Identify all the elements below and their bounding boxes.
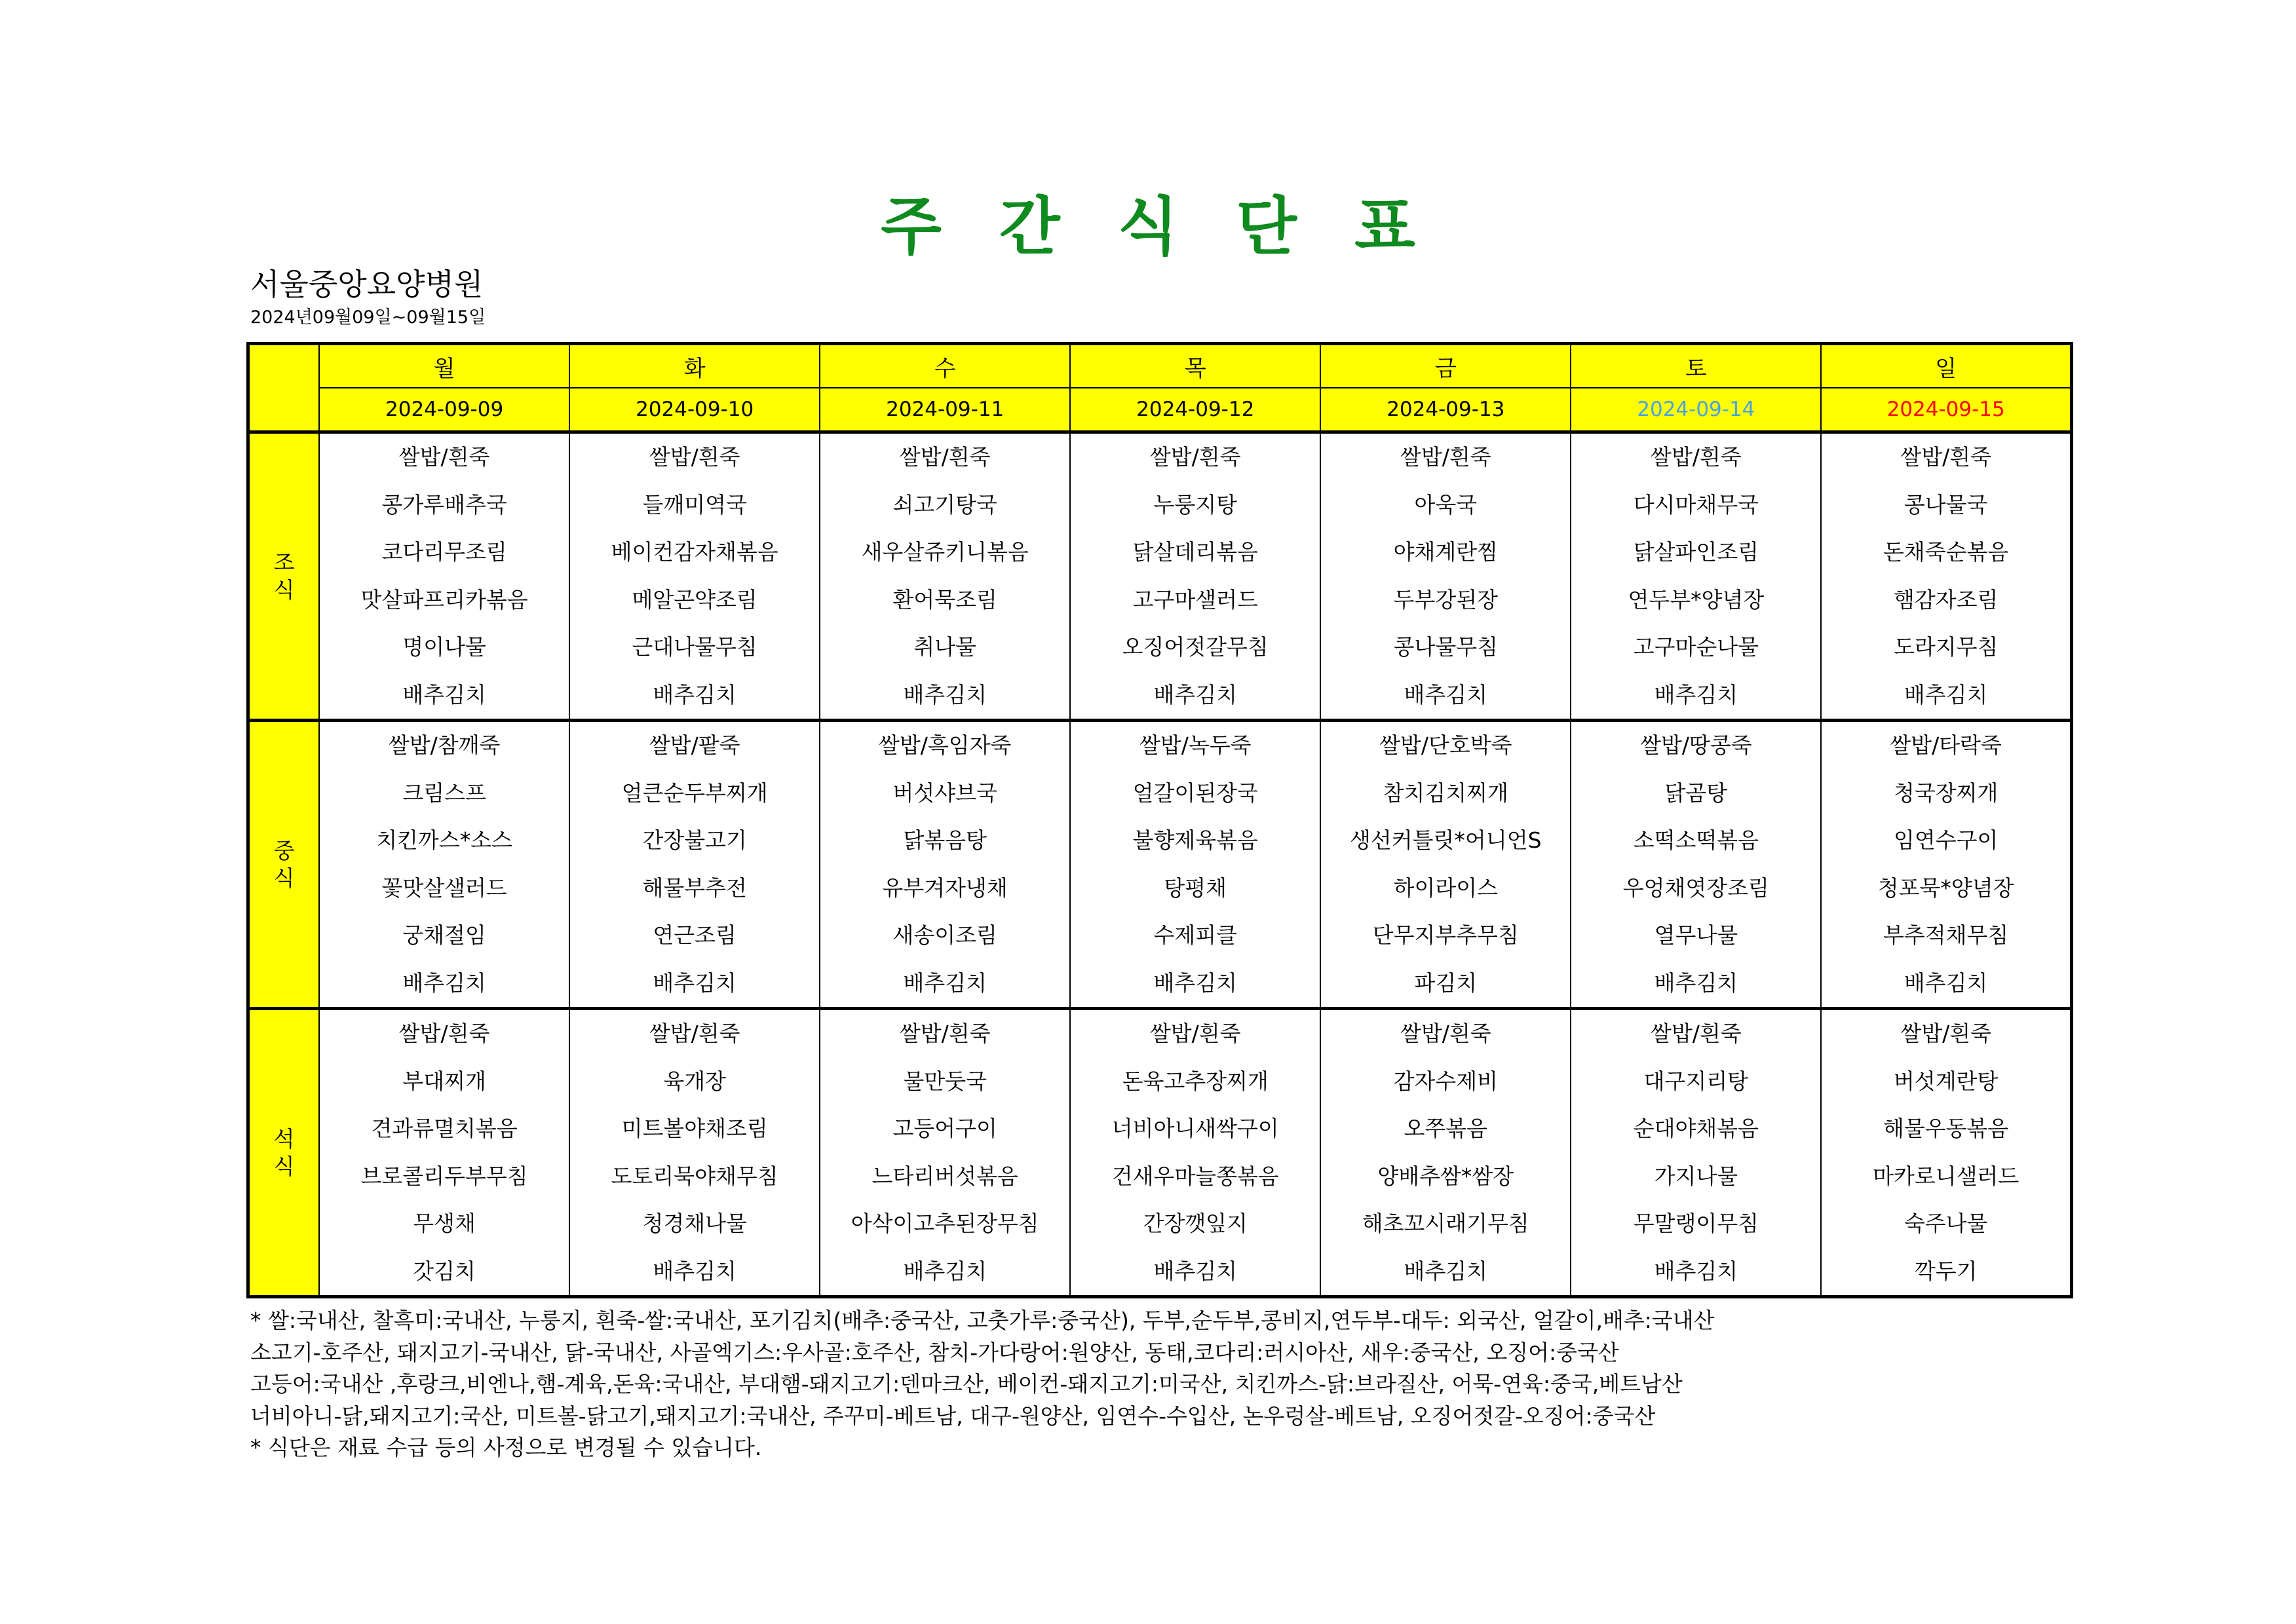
menu-cell — [1070, 721, 1320, 1009]
meal-label-char: 식 — [273, 1153, 295, 1179]
dish-item: 버섯계란탕 — [1893, 1068, 1999, 1094]
menu-cell — [820, 1009, 1070, 1297]
dish-item: 고등어구이 — [892, 1116, 997, 1141]
menu-cell — [569, 432, 820, 721]
title-char: 주 — [881, 190, 942, 263]
dish-item: 새송이조림 — [892, 922, 997, 948]
menu-cell — [319, 721, 569, 1009]
meal-row-breakfast — [248, 432, 2072, 721]
dish-item: 쇠고기탕국 — [892, 491, 997, 518]
menu-cell — [1571, 1009, 1821, 1297]
menu-cell — [1821, 721, 2071, 1009]
dish-item: 부추적채무침 — [1883, 922, 2009, 948]
dish-item: 다시마채무국 — [1633, 491, 1759, 518]
dish-item: 육개장 — [663, 1068, 726, 1094]
weekly-menu-table — [246, 342, 2073, 1298]
dish-item: 연근조림 — [653, 922, 737, 948]
dish-item: 배추김치 — [1153, 681, 1237, 708]
dish-item: 쌀밥/흰죽 — [1400, 1021, 1491, 1046]
dish-item: 쌀밥/녹두죽 — [1139, 732, 1252, 758]
dish-item: 치킨까스*소스 — [376, 827, 512, 853]
menu-cell — [1821, 432, 2071, 721]
day-cell: 토 — [1571, 344, 1821, 388]
date-cell: 2024-09-11 — [820, 388, 1070, 432]
menu-cell — [569, 1009, 820, 1297]
dish-item: 콩나물국 — [1904, 491, 1988, 518]
dish-item: 청경채나물 — [642, 1211, 747, 1236]
dish-item: 쌀밥/타락죽 — [1890, 732, 2002, 758]
dish-item: 감자수제비 — [1393, 1068, 1498, 1094]
menu-cell — [1571, 721, 1821, 1009]
menu-cell — [319, 1009, 569, 1297]
dish-item: 쌀밥/흰죽 — [398, 1021, 490, 1046]
dish-item: 쌀밥/흰죽 — [1400, 444, 1491, 470]
dish-item: 파김치 — [1414, 970, 1478, 996]
dish-item: 해물우동볶음 — [1883, 1116, 2009, 1141]
dish-item: 쌀밥/흰죽 — [649, 444, 740, 470]
note-line: 너비아니-닭,돼지고기:국산, 미트볼-닭고기,돼지고기:국내산, 주꾸미-베트남, 대구-원양산, 임연수-수입산, 논우렁살-베트남, 오징어젓갈-오징어:중국산 — [250, 1403, 1656, 1429]
menu-cell — [569, 721, 820, 1009]
dish-item: 배추김치 — [1153, 970, 1237, 996]
menu-cell — [820, 721, 1070, 1009]
dish-item: 배추김치 — [903, 970, 987, 996]
hospital-name: 서울중앙요양병원 — [250, 267, 484, 302]
dish-item: 버섯샤브국 — [892, 780, 997, 806]
dish-item: 닭살데리볶음 — [1132, 539, 1258, 565]
meal-label-char: 석 — [273, 1125, 295, 1152]
dish-item: 쌀밥/참깨죽 — [388, 732, 501, 758]
dish-item: 숙주나물 — [1904, 1211, 1988, 1236]
dish-item: 얼큰순두부찌개 — [621, 780, 768, 806]
meal-label-char: 중 — [273, 837, 295, 863]
dish-item: 무생채 — [413, 1211, 476, 1236]
dish-item: 콩나물무침 — [1393, 634, 1498, 660]
day-cell: 목 — [1070, 344, 1320, 388]
dish-item: 쌀밥/흰죽 — [398, 444, 490, 470]
dish-item: 청포묵*양념장 — [1877, 875, 2014, 901]
menu-cell — [1320, 1009, 1571, 1297]
date-cell: 2024-09-12 — [1070, 388, 1320, 432]
dish-item: 쌀밥/흰죽 — [899, 1021, 991, 1046]
dish-item: 아삭이고추된장무침 — [851, 1211, 1039, 1236]
dish-item: 배추김치 — [1904, 681, 1988, 708]
dish-item: 우엉채엿장조림 — [1622, 875, 1769, 901]
dish-item: 소떡소떡볶음 — [1633, 827, 1759, 853]
dish-item: 쌀밥/흰죽 — [1651, 444, 1742, 470]
dish-item: 배추김치 — [1904, 970, 1988, 996]
title-char: 간 — [999, 190, 1060, 263]
corner-cell — [248, 344, 320, 432]
dish-item: 쌀밥/흰죽 — [1149, 1021, 1241, 1046]
dish-item: 하이라이스 — [1393, 875, 1498, 901]
dish-item: 코다리무조림 — [381, 539, 507, 565]
dish-item: 도라지무침 — [1893, 634, 1999, 660]
meal-label-char: 식 — [273, 865, 295, 891]
dish-item: 명이나물 — [402, 634, 486, 660]
meal-row-dinner — [248, 1009, 2072, 1297]
dish-item: 배추김치 — [1404, 681, 1488, 708]
dish-item: 임연수구이 — [1893, 827, 1999, 853]
dish-item: 물만둣국 — [903, 1068, 987, 1094]
menu-cell — [319, 432, 569, 721]
dish-item: 맛살파프리카볶음 — [360, 586, 528, 613]
day-header-row — [248, 344, 2072, 388]
dish-item: 배추김치 — [402, 681, 486, 708]
dish-item: 견과류멸치볶음 — [371, 1116, 518, 1141]
dish-item: 오쭈볶음 — [1404, 1116, 1488, 1141]
dish-item: 건새우마늘쫑볶음 — [1111, 1163, 1279, 1189]
dish-item: 얼갈이된장국 — [1132, 780, 1258, 806]
dish-item: 순대야채볶음 — [1633, 1116, 1759, 1141]
dish-item: 연두부*양념장 — [1628, 586, 1765, 613]
date-cell-saturday: 2024-09-14 — [1571, 388, 1821, 432]
dish-item: 도토리묵야채무침 — [611, 1163, 778, 1189]
dish-item: 브로콜리두부무침 — [360, 1163, 528, 1189]
dish-item: 꽃맛살샐러드 — [381, 875, 507, 901]
title-char: 식 — [1117, 190, 1179, 263]
dish-item: 배추김치 — [653, 681, 737, 708]
dish-item: 갓김치 — [413, 1258, 476, 1284]
dish-item: 고구마순나물 — [1633, 634, 1759, 660]
page-title — [0, 177, 2296, 267]
dish-item: 간장깻잎지 — [1143, 1211, 1248, 1236]
date-cell: 2024-09-09 — [319, 388, 569, 432]
dish-item: 깍두기 — [1914, 1258, 1978, 1284]
dish-item: 두부강된장 — [1393, 586, 1498, 613]
dish-item: 아욱국 — [1414, 491, 1478, 518]
dish-item: 닭곰탕 — [1664, 780, 1728, 806]
dish-item: 쌀밥/땅콩죽 — [1640, 732, 1752, 758]
dish-item: 해물부추전 — [642, 875, 747, 901]
dish-item: 햄감자조림 — [1893, 586, 1999, 613]
dish-item: 배추김치 — [1654, 681, 1738, 708]
note-line: * 쌀:국내산, 찰흑미:국내산, 누룽지, 흰죽-쌀:국내산, 포기김치(배추:중국산, 고춧가루:중국산), 두부,순두부,콩비지,연두부-대두: 외국산, 얼갈이,배추:국내산 — [250, 1308, 1715, 1333]
dish-item: 쌀밥/흰죽 — [899, 444, 991, 470]
date-header-row — [248, 388, 2072, 432]
dish-item: 불향제육볶음 — [1132, 827, 1258, 853]
note-line: 고등어:국내산 ,후랑크,비엔나,햄-계육,돈육:국내산, 부대햄-돼지고기:덴마크산, 베이컨-돼지고기:미국산, 치킨까스-닭:브라질산, 어묵-연육:중국,베트남산 — [250, 1371, 1683, 1397]
day-cell: 일 — [1821, 344, 2071, 388]
dish-item: 환어묵조림 — [892, 586, 997, 613]
meal-label-char: 식 — [273, 576, 295, 603]
dish-item: 닭볶음탕 — [903, 827, 987, 853]
meal-label — [248, 721, 320, 1009]
date-cell-sunday: 2024-09-15 — [1821, 388, 2071, 432]
dish-item: 배추김치 — [1153, 1258, 1237, 1284]
dish-item: 근대나물무침 — [632, 634, 757, 660]
title-char: 단 — [1236, 190, 1297, 263]
menu-cell — [820, 432, 1070, 721]
dish-item: 배추김치 — [1404, 1258, 1488, 1284]
note-line: 소고기-호주산, 돼지고기-국내산, 닭-국내산, 사골엑기스:우사골:호주산, 참치-가다랑어:원양산, 동태,코다리:러시아산, 새우:중국산, 오징어:중국산 — [250, 1339, 1619, 1365]
date-cell: 2024-09-13 — [1320, 388, 1571, 432]
dish-item: 오징어젓갈무침 — [1122, 634, 1269, 660]
dish-item: 쌀밥/흰죽 — [1149, 444, 1241, 470]
meal-label — [248, 1009, 320, 1297]
dish-item: 양배추쌈*쌈장 — [1377, 1163, 1514, 1189]
dish-item: 유부겨자냉채 — [882, 875, 1008, 901]
dish-item: 해초꼬시래기무침 — [1362, 1211, 1529, 1236]
dish-item: 크림스프 — [402, 780, 486, 806]
dish-item: 배추김치 — [1654, 1258, 1738, 1284]
dish-item: 취나물 — [913, 634, 977, 660]
dish-item: 쌀밥/흑임자죽 — [879, 732, 1012, 758]
dish-item: 메알곤약조림 — [632, 586, 757, 613]
dish-item: 배추김치 — [903, 681, 987, 708]
day-cell: 수 — [820, 344, 1070, 388]
dish-item: 간장불고기 — [642, 827, 747, 853]
dish-item: 단무지부추무침 — [1372, 922, 1519, 948]
dish-item: 쌀밥/흰죽 — [649, 1021, 740, 1046]
dish-item: 느타리버섯볶음 — [871, 1163, 1018, 1189]
dish-item: 대구지리탕 — [1643, 1068, 1749, 1094]
dish-item: 야채계란찜 — [1393, 539, 1498, 565]
origin-notes — [250, 1305, 1715, 1464]
dish-item: 쌀밥/흰죽 — [1651, 1021, 1742, 1046]
dish-item: 고구마샐러드 — [1132, 586, 1258, 613]
dish-item: 콩가루배추국 — [381, 491, 507, 518]
date-cell: 2024-09-10 — [569, 388, 820, 432]
dish-item: 누룽지탕 — [1153, 491, 1237, 518]
note-line: * 식단은 재료 수급 등의 사정으로 변경될 수 있습니다. — [250, 1435, 762, 1460]
dish-item: 배추김치 — [653, 1258, 737, 1284]
menu-cell — [1070, 432, 1320, 721]
dish-item: 배추김치 — [1654, 970, 1738, 996]
dish-item: 청국장찌개 — [1893, 780, 1999, 806]
dish-item: 배추김치 — [903, 1258, 987, 1284]
dish-item: 미트볼야채조림 — [621, 1116, 768, 1141]
day-cell: 금 — [1320, 344, 1571, 388]
dish-item: 탕평채 — [1164, 875, 1227, 901]
dish-item: 마카로니샐러드 — [1873, 1163, 2019, 1189]
title-char: 표 — [1354, 190, 1415, 263]
menu-cell — [1571, 432, 1821, 721]
dish-item: 새우살쥬키니볶음 — [861, 539, 1029, 565]
dish-item: 무말랭이무침 — [1633, 1211, 1759, 1236]
dish-item: 궁채절임 — [402, 922, 486, 948]
dish-item: 쌀밥/흰죽 — [1900, 444, 1991, 470]
menu-cell — [1070, 1009, 1320, 1297]
dish-item: 부대찌개 — [402, 1068, 486, 1094]
dish-item: 베이컨감자채볶음 — [611, 539, 778, 565]
dish-item: 배추김치 — [653, 970, 737, 996]
dish-item: 너비아니새싹구이 — [1111, 1116, 1279, 1141]
dish-item: 들깨미역국 — [642, 491, 747, 518]
dish-item: 돈육고추장찌개 — [1122, 1068, 1269, 1094]
menu-cell — [1320, 721, 1571, 1009]
meal-row-lunch — [248, 721, 2072, 1009]
meal-label-char: 조 — [273, 549, 295, 575]
dish-item: 가지나물 — [1654, 1163, 1738, 1189]
day-cell: 월 — [319, 344, 569, 388]
dish-item: 닭살파인조림 — [1633, 539, 1759, 565]
dish-item: 수제피클 — [1153, 922, 1237, 948]
dish-item: 쌀밥/흰죽 — [1900, 1021, 1991, 1046]
dish-item: 생선커틀릿*어니언S — [1350, 827, 1542, 853]
dish-item: 배추김치 — [402, 970, 486, 996]
menu-cell — [1821, 1009, 2071, 1297]
dish-item: 쌀밥/팥죽 — [649, 732, 740, 758]
dish-item: 쌀밥/단호박죽 — [1379, 732, 1512, 758]
dish-item: 열무나물 — [1654, 922, 1738, 948]
menu-period: 2024년09월09일~09월15일 — [250, 307, 486, 328]
day-cell: 화 — [569, 344, 820, 388]
dish-item: 참치김치찌개 — [1383, 780, 1508, 806]
menu-cell — [1320, 432, 1571, 721]
dish-item: 돈채죽순볶음 — [1883, 539, 2009, 565]
meal-label — [248, 432, 320, 721]
